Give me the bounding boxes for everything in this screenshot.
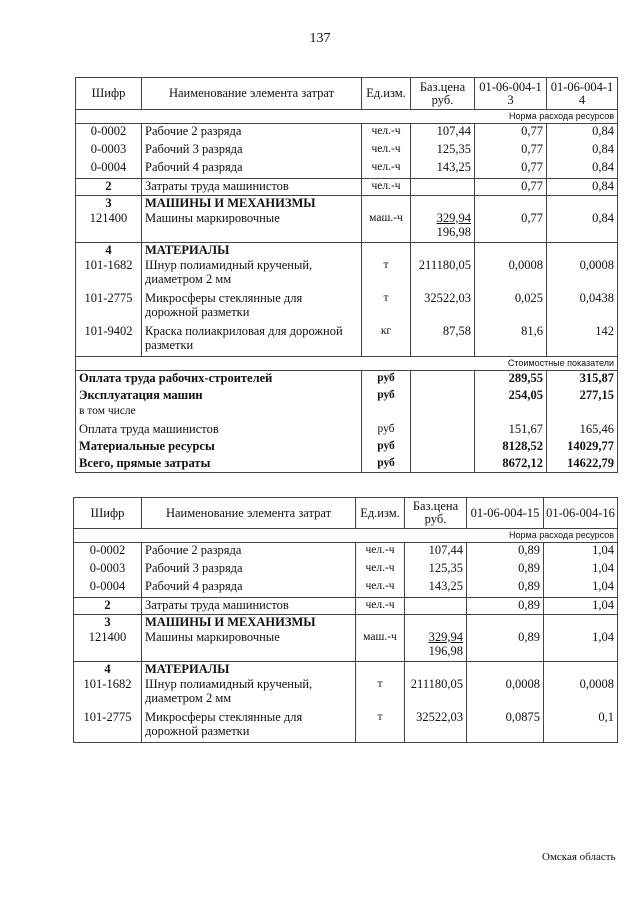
cell-name xyxy=(142,710,356,743)
cell-unit: т xyxy=(356,677,405,710)
section-code: 3 xyxy=(74,615,142,630)
summary-value-2: 14622,79 xyxy=(547,456,618,473)
section-header-materials xyxy=(76,243,618,258)
cell-unit: чел.-ч xyxy=(362,142,411,160)
table-row xyxy=(74,579,618,598)
summary-row xyxy=(76,404,618,422)
cell-value-1: 0,025 xyxy=(475,291,547,324)
summary-value-2: 315,87 xyxy=(547,371,618,388)
table-row xyxy=(76,211,618,243)
cell-unit: маш.-ч xyxy=(356,630,405,662)
summary-value-1: 8128,52 xyxy=(475,439,547,456)
cell-unit: т xyxy=(356,710,405,743)
name-line-1: Шнур полиамидный крученый, xyxy=(145,676,313,691)
table-row xyxy=(74,710,618,743)
header-name: Наименование элемента затрат xyxy=(142,78,362,110)
cell-name xyxy=(142,324,362,357)
cell-value-2: 1,04 xyxy=(544,598,618,615)
cell-price: 143,25 xyxy=(411,160,475,179)
table-row xyxy=(76,291,618,324)
price-top: 329,94 xyxy=(428,629,463,644)
cell-value-2: 1,04 xyxy=(544,543,618,561)
table-header-row xyxy=(76,78,618,110)
section-header-machines xyxy=(76,196,618,211)
name-line-1: Микросферы стеклянные для xyxy=(145,709,303,724)
header-code: Шифр xyxy=(74,498,142,529)
summary-unit: руб xyxy=(362,456,411,473)
cell-unit: кг xyxy=(362,324,411,357)
table-row xyxy=(74,543,618,561)
price-bottom: 196,98 xyxy=(436,224,471,239)
table-row xyxy=(76,142,618,160)
summary-unit: руб xyxy=(362,439,411,456)
name-line-2: дорожной разметки xyxy=(145,304,250,319)
cell-value-2: 1,04 xyxy=(544,630,618,662)
cell-price xyxy=(405,630,467,662)
cell-value-1: 0,77 xyxy=(475,179,547,196)
summary-unit: руб xyxy=(362,388,411,404)
name-line-2: диаметром 2 мм xyxy=(145,690,232,705)
cell-name: Затраты труда машинистов xyxy=(142,179,362,196)
section-title: МАТЕРИАЛЫ xyxy=(142,243,362,258)
table-row xyxy=(74,598,618,615)
cell-name: Машины маркировочные xyxy=(142,630,356,662)
summary-name: Материальные ресурсы xyxy=(76,439,362,456)
table-header-row xyxy=(74,498,618,529)
cell-name: Рабочий 4 разряда xyxy=(142,160,362,179)
cell-value-1: 0,89 xyxy=(467,579,544,598)
cell-code: 0-0003 xyxy=(76,142,142,160)
estimate-table-2 xyxy=(73,497,618,743)
summary-row xyxy=(76,439,618,456)
cell-value-2: 0,0008 xyxy=(547,258,618,291)
cell-value-1: 0,89 xyxy=(467,561,544,579)
section-header-machines xyxy=(74,615,618,630)
cell-code: 101-1682 xyxy=(76,258,142,291)
cell-value-2: 142 xyxy=(547,324,618,357)
cell-value-1: 0,0875 xyxy=(467,710,544,743)
table-row xyxy=(74,630,618,662)
footer-region: Омская область xyxy=(542,851,616,863)
cell-code: 2 xyxy=(76,179,142,196)
section-title: МАШИНЫ И МЕХАНИЗМЫ xyxy=(142,196,362,211)
norm-label: Норма расхода ресурсов xyxy=(76,110,618,124)
summary-value-1 xyxy=(475,404,547,422)
section-code: 3 xyxy=(76,196,142,211)
table-row xyxy=(76,324,618,357)
header-price: Баз.цена руб. xyxy=(405,498,467,529)
cell-name: Рабочий 3 разряда xyxy=(142,142,362,160)
summary-unit: руб xyxy=(362,371,411,388)
name-line-2: разметки xyxy=(145,337,194,352)
cell-unit: чел.-ч xyxy=(362,160,411,179)
price-top: 329,94 xyxy=(436,210,471,225)
cell-value-2: 1,04 xyxy=(544,579,618,598)
cell-name xyxy=(142,291,362,324)
cell-price: 125,35 xyxy=(411,142,475,160)
cell-code: 0-0002 xyxy=(76,124,142,142)
cell-price xyxy=(411,211,475,243)
name-line-1: Шнур полиамидный крученый, xyxy=(145,257,313,272)
summary-row xyxy=(76,371,618,388)
header-price: Баз.цена руб. xyxy=(411,78,475,110)
cell-value-1: 0,77 xyxy=(475,211,547,243)
cell-unit: чел.-ч xyxy=(356,598,405,615)
header-code: Шифр xyxy=(76,78,142,110)
header-col2: 01-06-004-14 xyxy=(547,78,618,110)
cell-name: Рабочие 2 разряда xyxy=(142,124,362,142)
cell-price: 143,25 xyxy=(405,579,467,598)
cell-code: 0-0003 xyxy=(74,561,142,579)
cell-value-1: 0,77 xyxy=(475,160,547,179)
summary-name: Оплата труда машинистов xyxy=(76,422,362,439)
cell-value-2: 0,84 xyxy=(547,124,618,142)
summary-name: Эксплуатация машин xyxy=(76,388,362,404)
name-line-2: диаметром 2 мм xyxy=(145,271,232,286)
table-row xyxy=(74,561,618,579)
cell-price: 107,44 xyxy=(405,543,467,561)
summary-unit: руб xyxy=(362,422,411,439)
name-line-1: Краска полиакриловая для дорожной xyxy=(145,323,343,338)
header-col1: 01-06-004-15 xyxy=(467,498,544,529)
header-name: Наименование элемента затрат xyxy=(142,498,356,529)
cell-price: 87,58 xyxy=(411,324,475,357)
cell-price: 32522,03 xyxy=(405,710,467,743)
cell-unit: чел.-ч xyxy=(362,124,411,142)
cell-value-1: 0,77 xyxy=(475,142,547,160)
cell-name xyxy=(142,258,362,291)
cell-unit: т xyxy=(362,258,411,291)
page-number: 137 xyxy=(309,31,331,46)
cell-value-1: 0,0008 xyxy=(475,258,547,291)
cell-unit: чел.-ч xyxy=(362,179,411,196)
summary-row xyxy=(76,388,618,404)
summary-row xyxy=(76,456,618,473)
cell-unit: т xyxy=(362,291,411,324)
summary-unit xyxy=(362,404,411,422)
cell-code: 101-9402 xyxy=(76,324,142,357)
header-col2: 01-06-004-16 xyxy=(544,498,618,529)
cell-value-2: 0,84 xyxy=(547,142,618,160)
cost-label-row xyxy=(76,357,618,371)
cell-name: Машины маркировочные xyxy=(142,211,362,243)
cell-name: Затраты труда машинистов xyxy=(142,598,356,615)
price-bottom: 196,98 xyxy=(428,643,463,658)
cell-value-1: 0,0008 xyxy=(467,677,544,710)
cell-value-1: 0,89 xyxy=(467,543,544,561)
cell-code: 101-2775 xyxy=(74,710,142,743)
cell-code: 0-0002 xyxy=(74,543,142,561)
table-row xyxy=(76,160,618,179)
estimate-table-1 xyxy=(75,77,618,473)
cell-value-2: 0,84 xyxy=(547,160,618,179)
section-header-materials xyxy=(74,662,618,677)
cell-code: 2 xyxy=(74,598,142,615)
cell-value-1: 0,77 xyxy=(475,124,547,142)
cell-value-2: 1,04 xyxy=(544,561,618,579)
cell-value-2: 0,84 xyxy=(547,211,618,243)
summary-row xyxy=(76,422,618,439)
cell-price: 107,44 xyxy=(411,124,475,142)
section-code: 4 xyxy=(74,662,142,677)
summary-name: Оплата труда рабочих-строителей xyxy=(76,371,362,388)
cell-value-1: 81,6 xyxy=(475,324,547,357)
summary-name: Всего, прямые затраты xyxy=(76,456,362,473)
cell-code: 0-0004 xyxy=(76,160,142,179)
summary-name: в том числе xyxy=(76,404,362,422)
name-line-1: Микросферы стеклянные для xyxy=(145,290,303,305)
norm-label-row xyxy=(74,529,618,543)
cell-unit: чел.-ч xyxy=(356,543,405,561)
cell-price: 125,35 xyxy=(405,561,467,579)
cell-value-1: 0,89 xyxy=(467,630,544,662)
cell-code: 101-1682 xyxy=(74,677,142,710)
summary-value-2: 165,46 xyxy=(547,422,618,439)
cell-unit: маш.-ч xyxy=(362,211,411,243)
cell-name: Рабочие 2 разряда xyxy=(142,543,356,561)
cell-code: 121400 xyxy=(76,211,142,243)
section-title: МАШИНЫ И МЕХАНИЗМЫ xyxy=(142,615,356,630)
header-col1: 01-06-004-13 xyxy=(475,78,547,110)
cell-price: 32522,03 xyxy=(411,291,475,324)
summary-value-2: 14029,77 xyxy=(547,439,618,456)
table-row xyxy=(76,124,618,142)
header-unit: Ед.изм. xyxy=(362,78,411,110)
cell-code: 101-2775 xyxy=(76,291,142,324)
cell-unit: чел.-ч xyxy=(356,579,405,598)
cell-name: Рабочий 3 разряда xyxy=(142,561,356,579)
cell-price: 211180,05 xyxy=(411,258,475,291)
cell-value-2: 0,84 xyxy=(547,179,618,196)
summary-value-2: 277,15 xyxy=(547,388,618,404)
norm-label: Норма расхода ресурсов xyxy=(74,529,618,543)
cell-unit: чел.-ч xyxy=(356,561,405,579)
table-row xyxy=(76,179,618,196)
norm-label-row xyxy=(76,110,618,124)
cell-price xyxy=(411,179,475,196)
cell-value-2: 0,0438 xyxy=(547,291,618,324)
name-line-2: дорожной разметки xyxy=(145,723,250,738)
section-title: МАТЕРИАЛЫ xyxy=(142,662,356,677)
cell-value-2: 0,1 xyxy=(544,710,618,743)
table-row xyxy=(76,258,618,291)
cell-name: Рабочий 4 разряда xyxy=(142,579,356,598)
cell-value-1: 0,89 xyxy=(467,598,544,615)
cell-code: 121400 xyxy=(74,630,142,662)
cell-value-2: 0,0008 xyxy=(544,677,618,710)
cell-code: 0-0004 xyxy=(74,579,142,598)
cost-label: Стоимостные показатели xyxy=(76,357,618,371)
summary-value-1: 254,05 xyxy=(475,388,547,404)
cell-price xyxy=(405,598,467,615)
summary-value-1: 289,55 xyxy=(475,371,547,388)
section-code: 4 xyxy=(76,243,142,258)
summary-value-1: 151,67 xyxy=(475,422,547,439)
summary-value-2 xyxy=(547,404,618,422)
cell-name xyxy=(142,677,356,710)
header-unit: Ед.изм. xyxy=(356,498,405,529)
summary-value-1: 8672,12 xyxy=(475,456,547,473)
cell-price: 211180,05 xyxy=(405,677,467,710)
table-row xyxy=(74,677,618,710)
